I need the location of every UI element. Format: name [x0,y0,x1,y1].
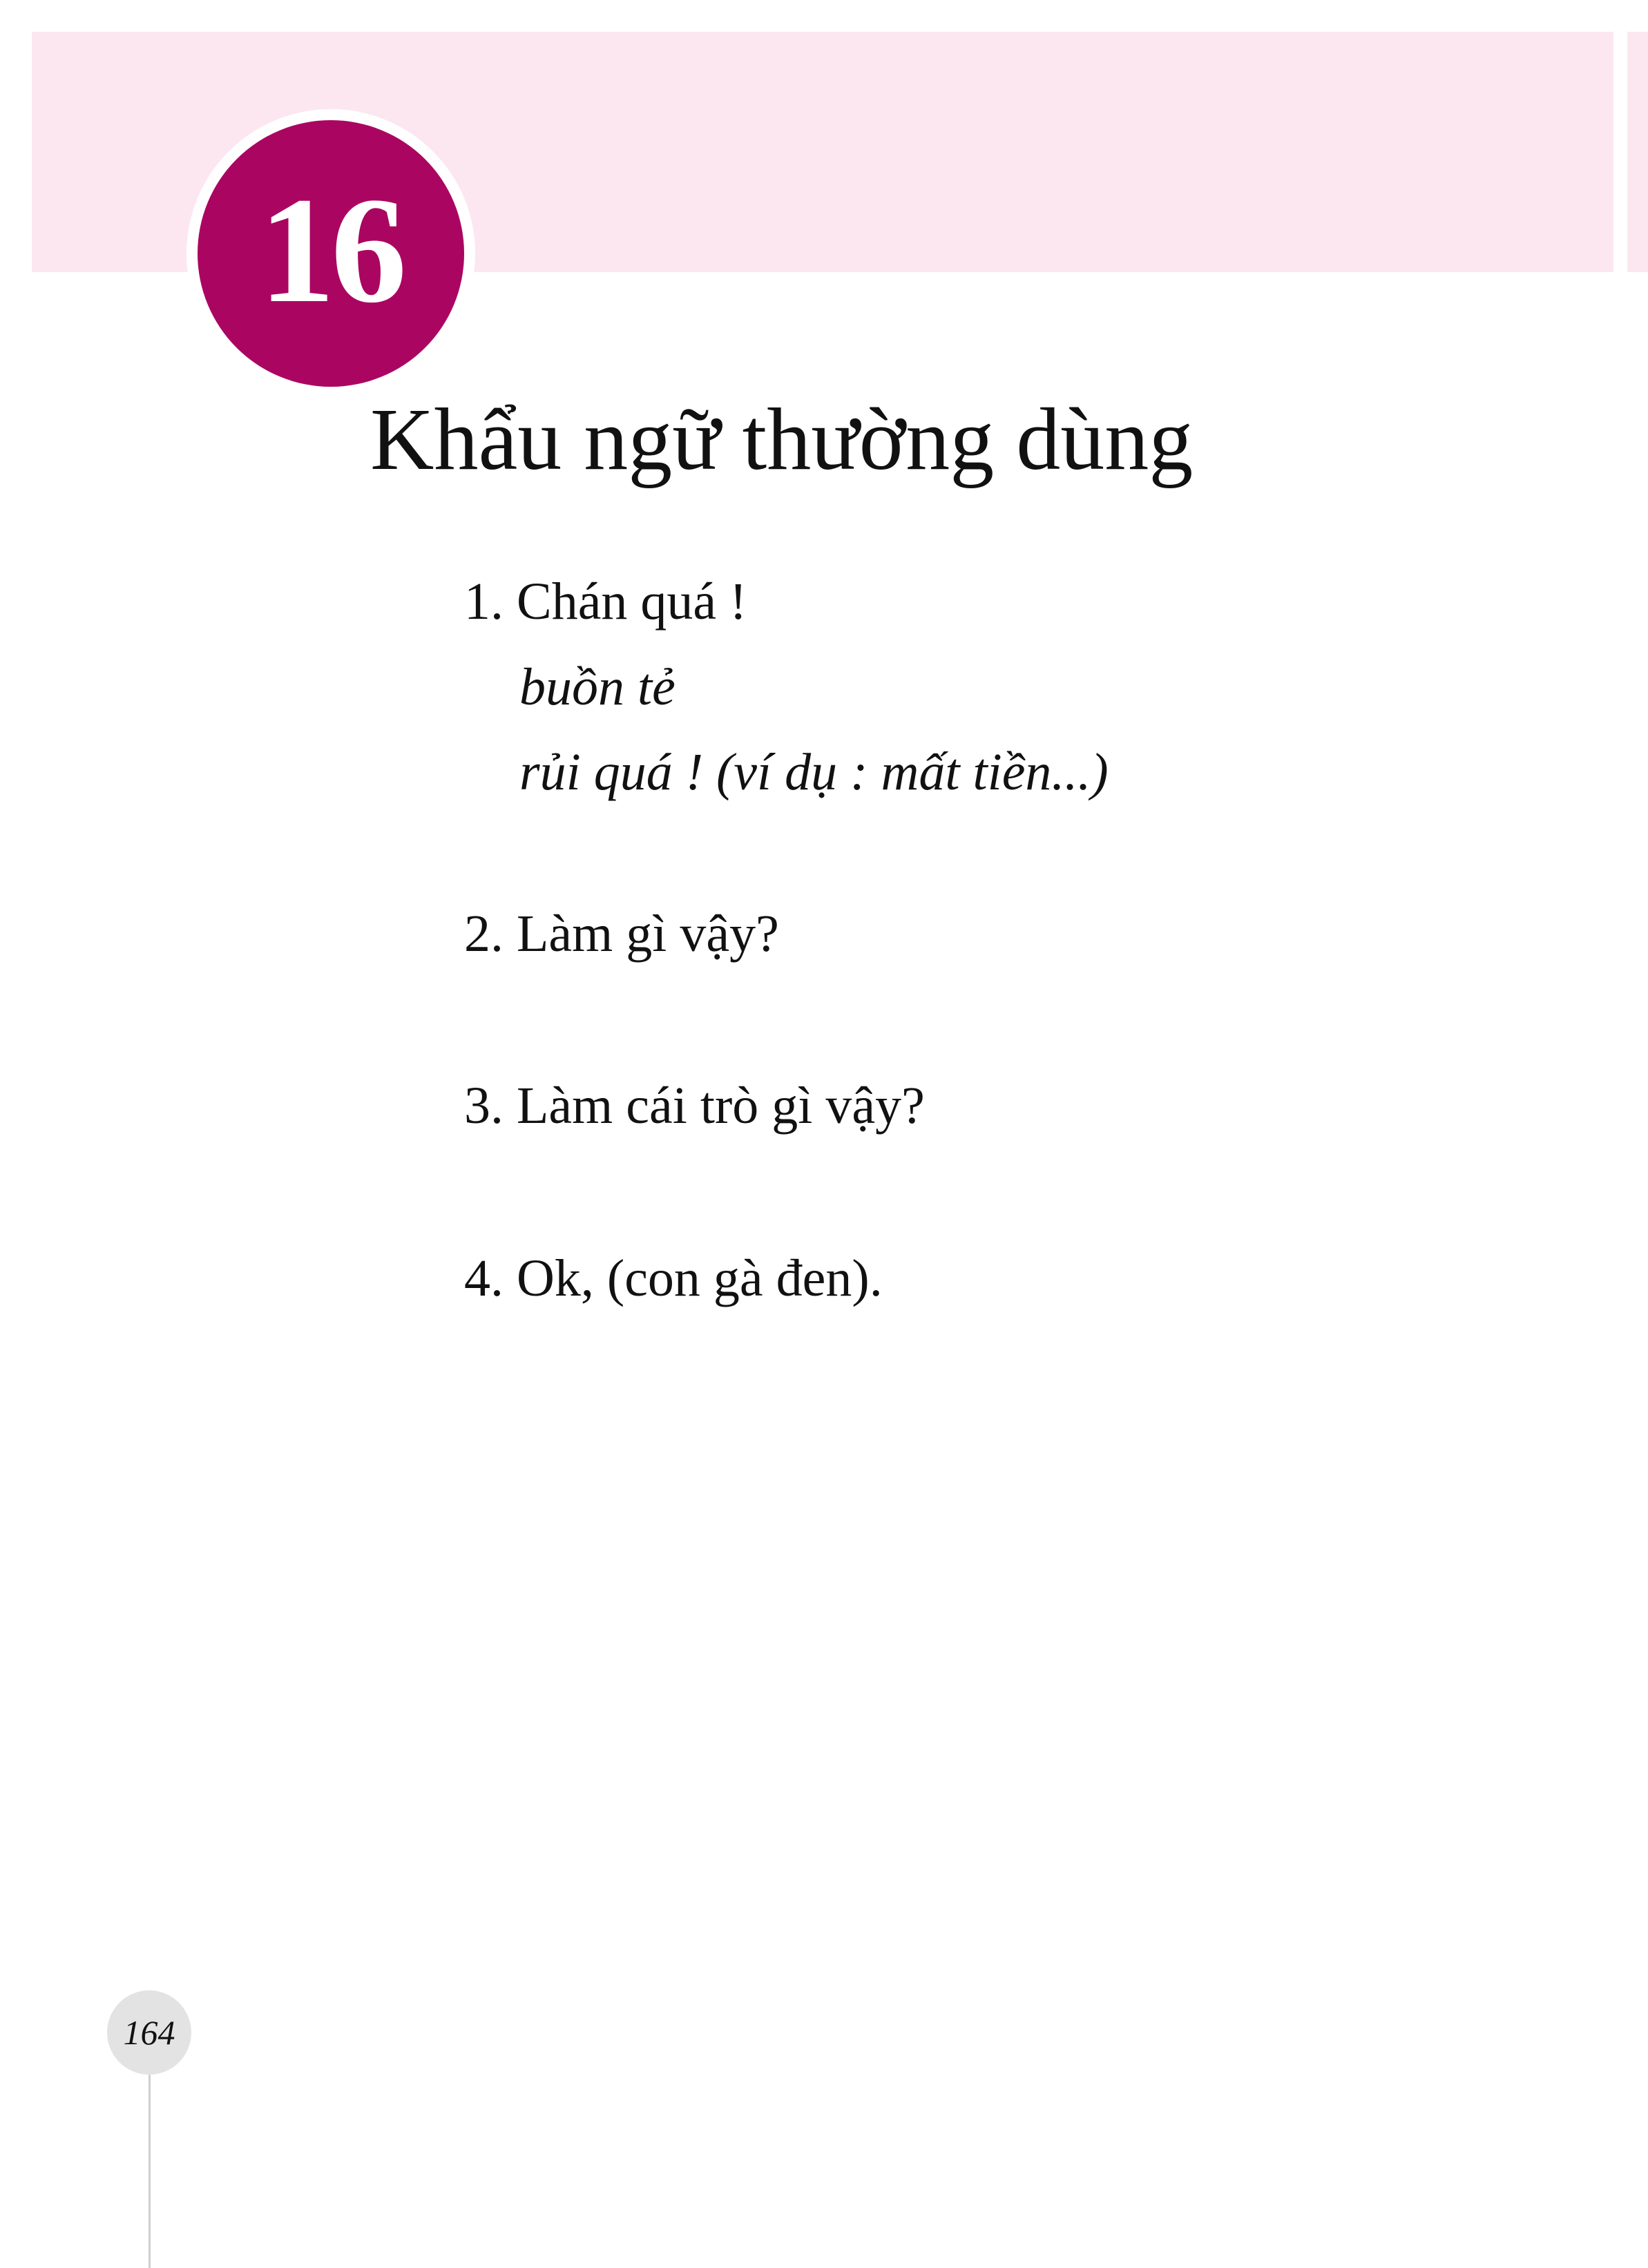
chapter-number: 16 [259,166,403,334]
phrase-1-note-2: rủi quá ! (ví dụ : mất tiền...) [519,743,1109,802]
phrase-item-3: 3. Làm cái trò gì vậy? [464,1077,925,1135]
chapter-header-band-edge [1627,32,1648,272]
phrase-item-4: 4. Ok, (con gà đen). [464,1249,883,1307]
phrase-1-note-1: buồn tẻ [519,657,676,716]
chapter-title: Khẩu ngữ thường dùng [370,390,1194,488]
phrase-item-2: 2. Làm gì vậy? [464,904,779,963]
page-number-divider [148,2075,151,2268]
chapter-badge [198,120,464,387]
page-number: 164 [123,2013,175,2052]
page-number-badge [107,1990,191,2075]
phrase-item-1: 1. Chán quá ! [464,573,747,631]
phrase-list [464,573,1569,1308]
